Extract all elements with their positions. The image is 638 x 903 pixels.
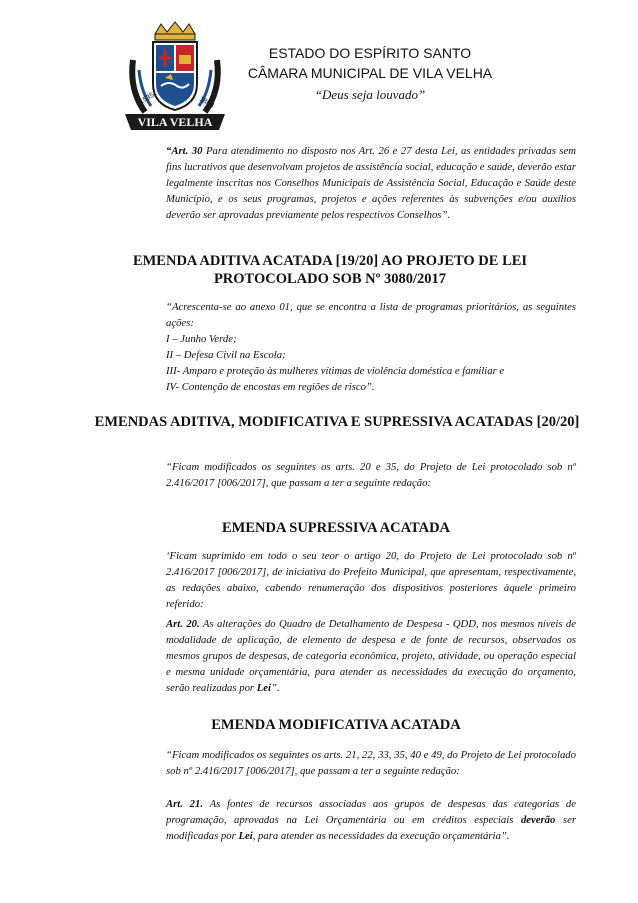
- header-chamber: CÂMARA MUNICIPAL DE VILA VELHA: [247, 65, 493, 81]
- emenda-supressiva-heading: EMENDA SUPRESSIVA ACATADA: [221, 520, 451, 536]
- header-titles: [230, 43, 510, 105]
- emenda-aditiva-line: “Acrescenta-se ao anexo 01, que se encontra a lista de programas prioritários, as seguintes ações:: [166, 301, 576, 330]
- art20-lei: Lei: [256, 682, 271, 695]
- logo-year-right: 1888: [198, 95, 215, 110]
- art21-paragraph: [166, 796, 576, 844]
- art20-text: As alterações do Quadro de Detalhamento de Despesa - QDD, nos mesmos níveis de modalidade de aplicação, de elemento de despesa e de fonte de recursos, observados os mesmos grupos de despesas, de categoria econômica, projeto, atividade, ou operação especial e mesma unidade orçamentária, para atender as necessidades da execução do orçamento, serão realizadas por: [166, 618, 576, 695]
- art20-label: Art. 20.: [166, 618, 200, 630]
- art21-text: As fontes de recursos associadas aos grupos de despesas das categorias de programação, aprovadas na Lei Orçamentária ou em créditos especiais: [166, 798, 576, 827]
- supressiva-text: ‘Ficam suprimido em todo o seu teor o artigo 20, do Projeto de Lei protocolado sob nº 2.416/2017 [006/2017], de iniciativa do Prefeito Municipal, que apresentam, respectivamente, as redações abaixo, cabendo renumeração dos dispositivos posteriores àquele primeiro referido:: [166, 550, 576, 611]
- logo-year-left: 1535: [138, 91, 156, 106]
- emenda-aditiva-line: I – Junho Verde;: [166, 333, 237, 346]
- art21-deverao: deverão: [520, 814, 556, 827]
- emenda-aditiva-line: IV- Contenção de encostas em regiões de risco”.: [166, 381, 375, 394]
- art21-lei: Lei: [238, 830, 253, 843]
- art30-text: Para atendimento no disposto nos Art. 26 e 27 desta Lei, as entidades privadas sem fins lucrativos que desenvolvam projetos de assistência social, educação e saúde, deverão estar legalmente inscritas nos Conselhos Municipais de Assistência Social, Educação e Saúde deste Município, e os seus programas, projetos e ações referentes às subvenções e/ou auxílios deverão ser aprovadas previamente pelos respectivos Conselhos”.: [166, 145, 576, 222]
- art20-paragraph: [166, 616, 576, 696]
- emenda-aditiva-line: III- Amparo e proteção às mulheres vítimas de violência doméstica e familiar e: [166, 365, 505, 378]
- art30-paragraph: [166, 143, 576, 223]
- art21-label: Art. 21.: [166, 798, 204, 810]
- modificativa-text: “Ficam modificados os seguintes os arts. 21, 22, 33, 35, 40 e 49, do Projeto de Lei protocolado sob nº 2.416/2017 [006/2017], que passam a ter a seguinte redação:: [166, 749, 576, 778]
- emenda-aditiva-body: [166, 299, 576, 396]
- emenda-aditiva-heading: EMENDA ADITIVA ACATADA [19/20] AO PROJETO DE LEI PROTOCOLADO SOB Nº 3080/2017: [132, 253, 528, 287]
- header-motto: “Deus seja louvado”: [314, 87, 426, 102]
- vila-velha-coat-of-arms-logo: [119, 20, 231, 132]
- header-state: ESTADO DO ESPÍRITO SANTO: [268, 45, 472, 61]
- art21-end: , para atender as necessidades da execução orçamentária”.: [252, 830, 510, 843]
- emendas-multiplas-heading: EMENDAS ADITIVA, MODIFICATIVA E SUPRESSIVA ACATADAS [20/20]: [94, 414, 580, 430]
- emenda-modificativa-heading: EMENDA MODIFICATIVA ACATADA: [211, 717, 461, 733]
- emenda-aditiva-line: II – Defesa Civil na Escola;: [166, 349, 286, 362]
- emendas-multiplas-text: “Ficam modificados os seguintes os arts. 20 e 35, do Projeto de Lei protocolado sob nº 2.416/2017 [006/2017], que passam a ter a seguinte redação:: [166, 461, 576, 490]
- logo-banner-text: VILA VELHA: [137, 115, 213, 129]
- art21-text2: ser modificadas por: [166, 814, 576, 843]
- art20-end: ”.: [271, 682, 280, 695]
- art30-label: “Art. 30: [166, 145, 203, 157]
